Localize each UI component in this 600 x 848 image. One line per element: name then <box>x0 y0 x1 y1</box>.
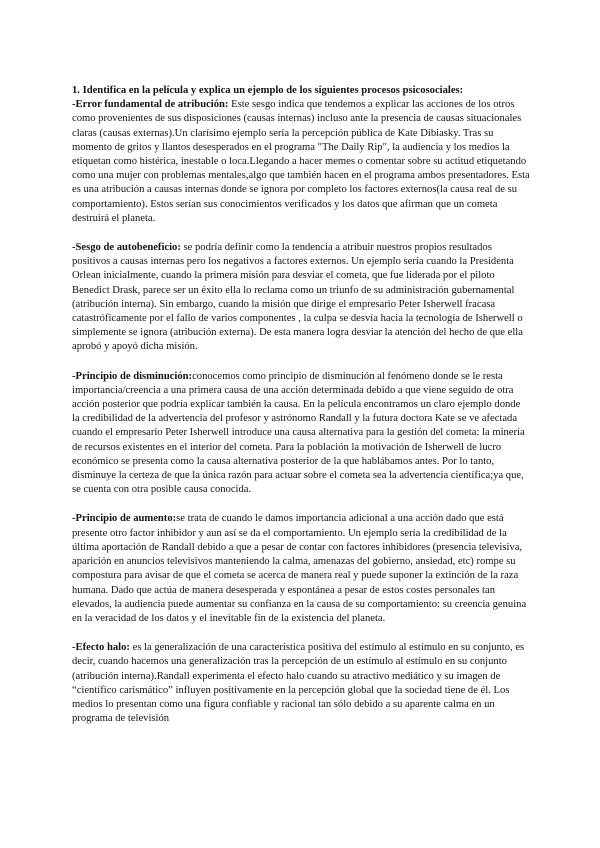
section-text: Este sesgo indica que tendemos a explicar las acciones de los otros como provenientes de sus disposiciones (causas internas) incluso ante la presencia de causas situacionales claras (causas externas).Un clarísimo ejemplo sería la percepción pública de Kate Dibiasky. Tras su momento de gritos y llantos desesperados en el programa "The Daily Rip", la audiencia y los medios la etiquetan como histérica, inestable o loca.Llegando a hacer memes o comentar sobre su actitud etiquetando como una mujer con problemas mentales,algo que también hacen en el programa ambos presentadores. Esta es una atribución a causas internas donde se ignora por completo los factores externos(la causa real de su comportamiento). Estos serían sus conocimientos verificados y los datos que afirman que un cometa destruirá el planeta. <box>72 99 530 224</box>
section-text: se trata de cuando le damos importancia adicional a una acción dado que está presente otro factor inhibidor y aun así se da el comportamiento. Un ejemplo sería la credibilidad de la última aportación de Randall debido a que a pesar de contar con factores inhibidores (presencia televisiva, aparición en anuncios televisivos manteniendo la calma, amenazas del gobierno, ansiedad, etc) rompe su compostura para avisar de que el cometa se acerca de manera real y puede suponer la extinción de la raza humana. Dado que actúa de manera desesperada y espontánea a pesar de estos costes personales tan elevados, la audiencia puede aumentar su confianza en la causa de su comportamiento: su creencia genuina en la veracidad de los datos y el inevitable fin de la existencia del planeta. <box>72 513 527 624</box>
document-heading: 1. Identifica en la película y explica un ejemplo de los siguientes procesos psicosociales: <box>72 85 464 96</box>
section-sesgo-autobeneficio <box>72 241 530 355</box>
section-text: conocemos como principio de disminución al fenómeno donde se le resta importancia/creencia a una primera causa de una acción determinada debido a que viene seguido de otra acción posterior que podría explicar también la causa. En la película encontramos un claro ejemplo donde la credibilidad de la advertencia del profesor y astrónomo Randall y la futura doctora Kate se ve afectada cuando el empresario Peter Isherwell introduce una causa alternativa para la gestión del cometa: la minería de recursos existentes en el interior del cometa. Para la población la motivación de Isherwell de lucro económico se presenta como la causa alternativa posterior de la que hablábamos antes. Por lo tanto, disminuye la certeza de que la única razón para actuar sobre el cometa sea la advertencia científica;ya que, se cuenta con otra posible causa conocida. <box>72 370 525 496</box>
section-text: se podría definir como la tendencia a atribuir nuestros propios resultados positivos a causas internas pero los negativos a factores externos. Un ejemplo sería cuando la Presidenta Orlean inicialmente, cuando la primera misión para desviar el cometa, que fue liderada por el piloto Benedict Drask, parece ser un éxito ella lo reclama como un triunfo de su administración gubernamental (atribución interna). Sin embargo, cuando la misión que dirige el empresario Peter Isherwell fracasa catastróficamente por el fallo de varios componentes , la culpa se desvía hacia la tecnología de Isherwell o simplemente se ignora (atribución externa). De esta manera logra desviar la atención del hecho de que ella aprobó y apoyó dicha misión. <box>72 242 523 353</box>
section-term: -Sesgo de autobeneficio: <box>72 242 181 254</box>
section-text: es la generalización de una característica positiva del estímulo al estímulo en su conjunto, es decir, cuando hacemos una generalización tras la percepción de un estímulo al estímulo en su conjunto (atribución interna).Randall experimenta el efecto halo cuando su atractivo mediático y su imagen de “científico carismático” influyen positivamente en la percepción global que la sociedad tiene de él. Los medios lo presentan como una figura confiable y racional tan sólo debido a su aparente calma en un programa de televisión <box>72 642 525 725</box>
section-term: -Error fundamental de atribución: <box>72 99 229 111</box>
section-term: -Principio de aumento: <box>72 513 177 525</box>
section-efecto-halo <box>72 641 530 726</box>
section-error-fundamental <box>72 98 530 226</box>
section-principio-disminucion <box>72 370 530 498</box>
section-term: -Efecto halo: <box>72 642 130 654</box>
section-principio-aumento <box>72 512 530 626</box>
document-page <box>72 84 530 741</box>
section-term: -Principio de disminución: <box>72 370 193 382</box>
